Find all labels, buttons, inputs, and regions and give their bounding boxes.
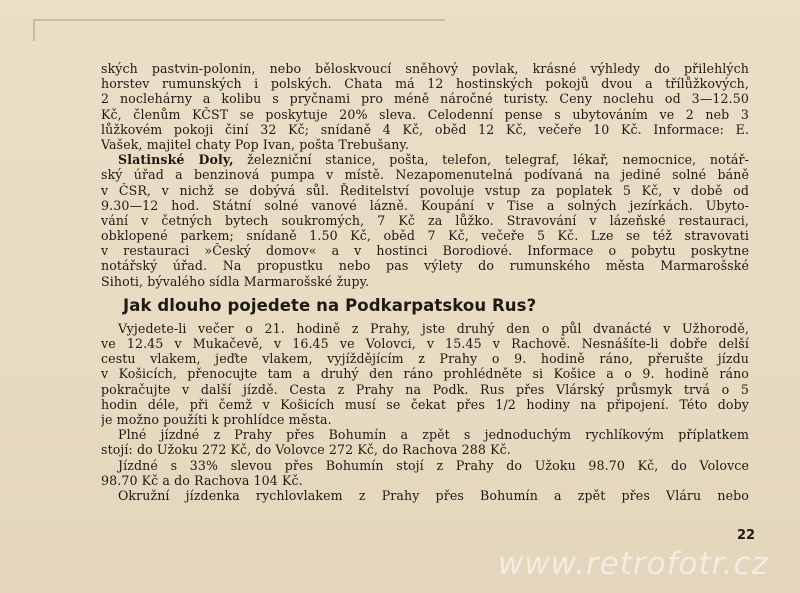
text-line: pokračujte v další jízdě. Cesta z Prahy na Podk. Rus přes Vlárský průsmyk trvá o 5: [101, 381, 749, 397]
text-line: 98.70 Kč a do Rachova 104 Kč.: [101, 472, 303, 488]
text-line: Vašek, majitel chaty Pop Ivan, pošta Trebušany.: [101, 136, 410, 152]
text-line: Sihoti, bývalého sídla Marmarošské župy.: [101, 273, 370, 289]
text-line: v ČSR, v nichž se dobývá sůl. Ředitelství povoluje vstup za poplatek 5 Kč, v době od: [101, 182, 749, 198]
paragraph-round-trip: [101, 488, 749, 503]
text-line: hodin déle, při čemž v Košicích musí se čekat přes 1/2 hodiny na připojení. Této doby: [101, 396, 749, 412]
section-heading: Jak dlouho pojedete na Podkarpatskou Rus?: [123, 295, 537, 315]
paragraph-travel-time: [101, 321, 749, 427]
text-line: je možno použíti k prohlídce města.: [101, 411, 332, 427]
paragraph-full-fare: [101, 427, 749, 457]
text-line: v Košicích, přenocujte tam a druhý den ráno prohlédněte si Košice a o 9. hodině ráno: [101, 366, 749, 382]
text-line: [101, 152, 749, 167]
paragraph-discount-fare: [101, 458, 749, 488]
text-line: v restauraci »Český domov« a v hostinci Borodiové. Informace o pobytu poskytne: [101, 243, 749, 259]
page-edge-corner: [33, 19, 35, 41]
text-line: ských pastvin-polonin, nebo běloskvoucí sněhový povlak, krásné výhledy do přilehlých: [101, 61, 749, 76]
text-line: vání v četných bytech soukromých, 7 Kč za lůžko. Stravování v lázeňské restauraci,: [101, 212, 749, 228]
page-number: 22: [737, 528, 756, 543]
text-line: ve 12.45 v Mukačevě, v 16.45 ve Volovci, v 15.45 v Rachově. Nesnášíte-li dobře delší: [101, 336, 749, 351]
text-line: obklopené parkem; snídaně 1.50 Kč, oběd 7 Kč, večeře 5 Kč. Lze se též stravovati: [101, 228, 749, 244]
text-line: Okružní jízdenka rychlovlakem z Prahy přes Bohumín a zpět přes Vláru nebo: [118, 487, 749, 503]
text-line: 9.30—12 hod. Státní solné vanové lázně. Koupání v Tise a solných jezírkách. Ubyto-: [101, 197, 749, 213]
place-name: Slatinské Doly,: [118, 152, 234, 168]
text-line: 2 noclehárny a kolibu s pryčnami pro méně náročné turisty. Ceny noclehu od 3—12.50: [101, 91, 749, 107]
text-line: notářský úřad. Na propustku nebo pas výlety do rumunského města Marmarošské: [101, 258, 749, 274]
text-line: cestu vlakem, jeďte vlakem, vyjíždějícím z Prahy o 9. hodině ráno, přerušte jízdu: [101, 351, 749, 367]
body-text: [101, 61, 749, 503]
text-line: horstev rumunských i polských. Chata má 12 hostinských pokojů dvou a třílůžkových,: [101, 76, 749, 92]
text-line: Plné jízdné z Prahy přes Bohumín a zpět s jednoduchým rychlíkovým příplatkem: [118, 427, 749, 443]
paragraph-slatinske-doly: [101, 152, 749, 289]
text-line: stojí: do Užoku 272 Kč, do Volovce 272 Kč, do Rachova 288 Kč.: [101, 442, 511, 458]
text-line-rest: železniční stanice, pošta, telefon, telegraf, lékař, nemocnice, notář-: [233, 152, 749, 168]
text-line: Vyjedete-li večer o 21. hodině z Prahy, jste druhý den o půl dvanácté v Užhorodě,: [118, 320, 749, 336]
paragraph-chata-pop-ivan: [101, 61, 749, 152]
text-line: Kč, členům KČST se poskytuje 20% sleva. Celodenní pense s ubytováním ve 2 neb 3: [101, 106, 749, 122]
text-line: lůžkovém pokoji činí 32 Kč; snídaně 4 Kč, oběd 12 Kč, večeře 10 Kč. Informace: E.: [101, 121, 749, 137]
text-line: Jízdné s 33% slevou přes Bohumín stojí z Prahy do Užoku 98.70 Kč, do Volovce: [118, 457, 749, 473]
text-line: ský úřad a benzinová pumpa v místě. Nezapomenutelná podívaná na jediné solné báně: [101, 167, 749, 183]
watermark: www.retrofotr.cz: [498, 546, 769, 582]
page-edge-line: [35, 19, 445, 21]
